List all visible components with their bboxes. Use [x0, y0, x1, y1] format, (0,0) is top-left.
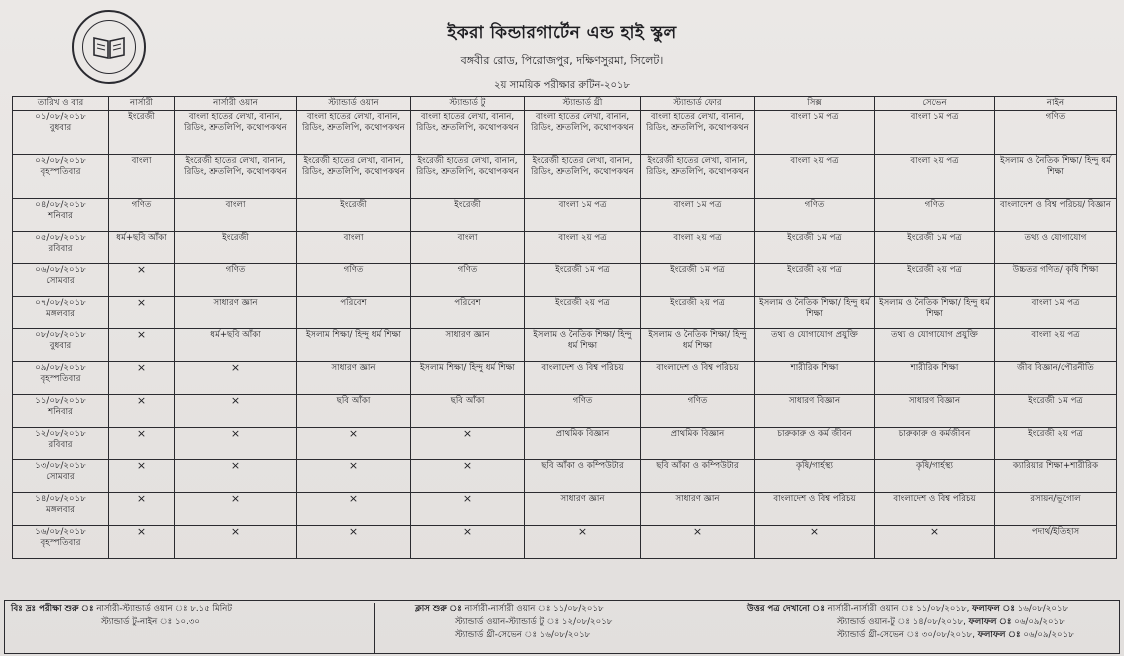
date-cell — [13, 232, 109, 264]
subject-cell: চারুকারু ও কর্ম জীবন — [755, 428, 875, 460]
footer-notes — [4, 600, 1120, 654]
subject-cell: বাংলা — [297, 232, 411, 264]
subject-cell: উচ্চতর গণিত/ কৃষি শিক্ষা — [995, 264, 1117, 297]
subject-cell: ইংরেজী ২য় পত্র — [755, 264, 875, 297]
exam-start-line-2: স্ট্যান্ডার্ড টু-নাইন ঃ ১০.৩০ — [101, 617, 201, 627]
subject-cell: কৃষি/গার্হস্থ্য — [875, 460, 995, 493]
subject-cell: বাংলা ১ম পত্র — [641, 199, 755, 232]
table-row — [13, 297, 1117, 329]
exam-start-times — [11, 603, 375, 653]
date-cell — [13, 526, 109, 559]
subject-cell: জীব বিজ্ঞান/পৌরনীতি — [995, 362, 1117, 395]
column-header: নাইন — [995, 97, 1117, 111]
subject-cell: ইংরেজী — [175, 232, 297, 264]
exam-date: ১২/০৮/২০১৮ — [35, 429, 86, 439]
exam-day: বৃহস্পতিবার — [40, 166, 81, 177]
subject-cell: ইসলাম ও নৈতিক শিক্ষা/ হিন্দু ধর্ম শিক্ষা — [875, 297, 995, 329]
answer-label: উত্তর পত্র দেখানো ঃ — [747, 604, 825, 614]
subject-cell: ইংরেজী — [109, 111, 175, 155]
exam-day: বৃহস্পতিবার — [40, 537, 81, 548]
subject-cell: তথ্য ও যোগাযোগ প্রযুক্তি — [875, 329, 995, 362]
column-header: স্ট্যান্ডার্ড ফোর — [641, 97, 755, 111]
routine-title: ২য় সাময়িক পরীক্ষার রুটিন-২০১৮ — [494, 80, 630, 91]
subject-cell: বাংলা — [109, 155, 175, 199]
exam-date: ১৩/০৮/২০১৮ — [35, 461, 86, 471]
subject-cell: গণিত — [875, 199, 995, 232]
exam-day: সোমবার — [46, 275, 75, 286]
subject-cell: সাধারণ জ্ঞান — [297, 362, 411, 395]
no-exam-cell: × — [109, 460, 175, 493]
subject-cell: ইসলাম ও নৈতিক শিক্ষা/ হিন্দু ধর্ম শিক্ষা — [641, 329, 755, 362]
no-exam-cell: × — [175, 395, 297, 428]
class-start-label: ক্লাস শুরু ঃ — [415, 604, 462, 614]
no-exam-cell: × — [411, 493, 525, 526]
subject-cell: ইংরেজী ১ম পত্র — [755, 232, 875, 264]
exam-day: রবিবার — [48, 243, 73, 254]
column-header: নার্সারী — [109, 97, 175, 111]
table-row — [13, 526, 1117, 559]
result-label-1: ফলাফল ঃ — [972, 604, 1015, 614]
subject-cell: গণিত — [641, 395, 755, 428]
subject-cell: ছবি আঁকা — [411, 395, 525, 428]
no-exam-cell: × — [175, 526, 297, 559]
table-row — [13, 493, 1117, 526]
exam-date: ০৭/০৮/২০১৮ — [35, 298, 86, 308]
subject-cell: বাংলা — [411, 232, 525, 264]
subject-cell: প্রাথমিক বিজ্ঞান — [641, 428, 755, 460]
subject-cell: বাংলা ২য় পত্র — [755, 155, 875, 199]
exam-date: ০৯/০৮/২০১৮ — [35, 363, 86, 373]
no-exam-cell: × — [875, 526, 995, 559]
date-cell — [13, 264, 109, 297]
subject-cell: বাংলা হাতের লেখা, বানান, রিডিং, শ্রুতলিপি, কথোপকথন — [175, 111, 297, 155]
subject-cell: ধর্ম+ছবি আঁকা — [175, 329, 297, 362]
answer-line-3: স্ট্যান্ডার্ড থ্রী-সেভেন ঃ ৩০/০৮/২০১৮, — [837, 630, 975, 640]
subject-cell: তথ্য ও যোগাযোগ প্রযুক্তি — [755, 329, 875, 362]
exam-date: ০১/০৮/২০১৮ — [35, 112, 86, 122]
table-row — [13, 428, 1117, 460]
subject-cell: বাংলা — [175, 199, 297, 232]
subject-cell: বাংলা ১ম পত্র — [995, 297, 1117, 329]
date-cell — [13, 199, 109, 232]
subject-cell: ক্যারিয়ার শিক্ষা+শারীরিক — [995, 460, 1117, 493]
subject-cell: ইংরেজী ২য় পত্র — [525, 297, 641, 329]
date-cell — [13, 395, 109, 428]
subject-cell: ইংরেজী ১ম পত্র — [641, 264, 755, 297]
no-exam-cell: × — [109, 362, 175, 395]
subject-cell: বাংলা ২য় পত্র — [525, 232, 641, 264]
subject-cell: রসায়ন/ভূগোল — [995, 493, 1117, 526]
no-exam-cell: × — [109, 428, 175, 460]
exam-date: ১১/০৮/২০১৮ — [35, 396, 86, 406]
subject-cell: শারীরিক শিক্ষা — [755, 362, 875, 395]
class-start-line-3: স্ট্যান্ডার্ড থ্রী-সেভেন ঃ ১৬/০৮/২০১৮ — [455, 630, 591, 640]
subject-cell: বাংলাদেশ ও বিশ্ব পরিচয় — [641, 362, 755, 395]
table-row — [13, 460, 1117, 493]
subject-cell: ইংরেজী ২য় পত্র — [641, 297, 755, 329]
table-row — [13, 264, 1117, 297]
column-header: স্ট্যান্ডার্ড ওয়ান — [297, 97, 411, 111]
exam-day: মঙ্গলবার — [46, 308, 75, 319]
exam-day: মঙ্গলবার — [46, 504, 75, 515]
subject-cell: ইসলাম ও নৈতিক শিক্ষা/ হিন্দু ধর্ম শিক্ষা — [755, 297, 875, 329]
exam-start-label: বিঃ দ্রঃ পরীক্ষা শুরু ঃ — [11, 604, 94, 614]
subject-cell: শারীরিক শিক্ষা — [875, 362, 995, 395]
exam-date: ১৬/০৮/২০১৮ — [35, 527, 86, 537]
no-exam-cell: × — [641, 526, 755, 559]
no-exam-cell: × — [109, 297, 175, 329]
subject-cell: কৃষি/গার্হস্থ্য — [755, 460, 875, 493]
column-header: তারিখ ও বার — [13, 97, 109, 111]
exam-day: শনিবার — [48, 210, 73, 221]
no-exam-cell: × — [297, 460, 411, 493]
no-exam-cell: × — [109, 395, 175, 428]
exam-date: ০২/০৮/২০১৮ — [35, 156, 86, 166]
subject-cell: ইংরেজী হাতের লেখা, বানান, রিডিং, শ্রুতলিপি, কথোপকথন — [525, 155, 641, 199]
table-row — [13, 362, 1117, 395]
exam-day: বৃহস্পতিবার — [40, 373, 81, 384]
exam-date: ১৪/০৮/২০১৮ — [35, 494, 86, 504]
subject-cell: বাংলা হাতের লেখা, বানান, রিডিং, শ্রুতলিপি, কথোপকথন — [641, 111, 755, 155]
class-start-line-1: নার্সারী-নার্সারী ওয়ান ঃ ১১/০৮/২০১৮ — [464, 604, 604, 614]
subject-cell: ইসলাম শিক্ষা/ হিন্দু ধর্ম শিক্ষা — [297, 329, 411, 362]
subject-cell: ইংরেজী ২য় পত্র — [995, 428, 1117, 460]
subject-cell: সাধারণ জ্ঞান — [525, 493, 641, 526]
subject-cell: ইংরেজী হাতের লেখা, বানান, রিডিং, শ্রুতলিপি, কথোপকথন — [297, 155, 411, 199]
column-header: স্ট্যান্ডার্ড টু — [411, 97, 525, 111]
subject-cell: সাধারণ জ্ঞান — [175, 297, 297, 329]
date-cell — [13, 329, 109, 362]
subject-cell: ছবি আঁকা ও কম্পিউটার — [641, 460, 755, 493]
result-date-3: ০৬/০৯/২০১৮ — [1023, 630, 1074, 640]
subject-cell: গণিত — [109, 199, 175, 232]
subject-cell: বাংলা ২য় পত্র — [641, 232, 755, 264]
no-exam-cell: × — [411, 428, 525, 460]
exam-day: রবিবার — [48, 439, 73, 450]
table-header-row — [13, 97, 1117, 111]
subject-cell: বাংলা ১ম পত্র — [875, 111, 995, 155]
subject-cell: বাংলা ১ম পত্র — [755, 111, 875, 155]
subject-cell: সাধারণ বিজ্ঞান — [755, 395, 875, 428]
subject-cell: ইসলাম ও নৈতিক শিক্ষা/ হিন্দু ধর্ম শিক্ষা — [525, 329, 641, 362]
subject-cell: ইংরেজী — [297, 199, 411, 232]
result-label-3: ফলাফল ঃ — [977, 630, 1021, 640]
no-exam-cell: × — [109, 264, 175, 297]
exam-date: ০৫/০৮/২০১৮ — [35, 233, 86, 243]
subject-cell: ছবি আঁকা — [297, 395, 411, 428]
subject-cell: সাধারণ বিজ্ঞান — [875, 395, 995, 428]
no-exam-cell: × — [109, 526, 175, 559]
exam-day: বুধবার — [49, 340, 72, 351]
subject-cell: ইংরেজী ১ম পত্র — [875, 232, 995, 264]
result-date-1: ১৬/০৮/২০১৮ — [1017, 604, 1069, 614]
subject-cell: বাংলা হাতের লেখা, বানান, রিডিং, শ্রুতলিপি, কথোপকথন — [411, 111, 525, 155]
class-start-dates — [415, 603, 735, 642]
subject-cell: পদার্থ/ইতিহাস — [995, 526, 1117, 559]
exam-date: ০৪/০৮/২০১৮ — [35, 200, 86, 210]
subject-cell: ধর্ম+ছবি আঁকা — [109, 232, 175, 264]
subject-cell: বাংলা ২য় পত্র — [995, 329, 1117, 362]
exam-day: শনিবার — [48, 406, 73, 417]
table-row — [13, 395, 1117, 428]
subject-cell: ইংরেজী ২য় পত্র — [875, 264, 995, 297]
subject-cell: গণিত — [755, 199, 875, 232]
subject-cell: বাংলাদেশ ও বিশ্ব পরিচয় — [755, 493, 875, 526]
column-header: সেভেন — [875, 97, 995, 111]
subject-cell: গণিত — [411, 264, 525, 297]
no-exam-cell: × — [525, 526, 641, 559]
exam-date: ০৬/০৮/২০১৮ — [35, 265, 86, 275]
table-row — [13, 111, 1117, 155]
no-exam-cell: × — [297, 493, 411, 526]
subject-cell: সাধারণ জ্ঞান — [411, 329, 525, 362]
no-exam-cell: × — [175, 460, 297, 493]
subject-cell: ইংরেজী ১ম পত্র — [525, 264, 641, 297]
no-exam-cell: × — [411, 526, 525, 559]
subject-cell: বাংলাদেশ ও বিশ্ব পরিচয় — [875, 493, 995, 526]
subject-cell: বাংলা হাতের লেখা, বানান, রিডিং, শ্রুতলিপি, কথোপকথন — [297, 111, 411, 155]
date-cell — [13, 428, 109, 460]
subject-cell: ছবি আঁকা ও কম্পিউটার — [525, 460, 641, 493]
subject-cell: বাংলা ১ম পত্র — [525, 199, 641, 232]
date-cell — [13, 155, 109, 199]
subject-cell: ইংরেজী হাতের লেখা, বানান, রিডিং, শ্রুতলিপি, কথোপকথন — [175, 155, 297, 199]
column-header: সিক্স — [755, 97, 875, 111]
subject-cell: বাংলাদেশ ও বিশ্ব পরিচয়/ বিজ্ঞান — [995, 199, 1117, 232]
no-exam-cell: × — [109, 493, 175, 526]
subject-cell: গণিত — [175, 264, 297, 297]
no-exam-cell: × — [175, 428, 297, 460]
result-label-2: ফলাফল ঃ — [968, 617, 1012, 627]
subject-cell: ইংরেজী হাতের লেখা, বানান, রিডিং, শ্রুতলিপি, কথোপকথন — [411, 155, 525, 199]
subject-cell: প্রাথমিক বিজ্ঞান — [525, 428, 641, 460]
date-cell — [13, 111, 109, 155]
exam-date: ০৮/০৮/২০১৮ — [35, 330, 86, 340]
no-exam-cell: × — [755, 526, 875, 559]
class-start-line-2: স্ট্যান্ডার্ড ওয়ান-স্ট্যান্ডার্ড টু ঃ ১২/০৮/২০১৮ — [455, 617, 613, 627]
no-exam-cell: × — [175, 362, 297, 395]
no-exam-cell: × — [175, 493, 297, 526]
subject-cell: বাংলাদেশ ও বিশ্ব পরিচয় — [525, 362, 641, 395]
no-exam-cell: × — [411, 460, 525, 493]
school-address: বঙ্গবীর রোড, পিরোজপুর, দক্ষিণসুরমা, সিলেট। — [460, 54, 664, 67]
date-cell — [13, 362, 109, 395]
exam-day: সোমবার — [46, 471, 75, 482]
table-row — [13, 329, 1117, 362]
answer-line-1: নার্সারী-নার্সারী ওয়ান ঃ ১১/০৮/২০১৮, — [827, 604, 970, 614]
subject-cell: গণিত — [525, 395, 641, 428]
answer-script-dates — [747, 603, 1119, 642]
table-row — [13, 155, 1117, 199]
subject-cell: তথ্য ও যোগাযোগ — [995, 232, 1117, 264]
subject-cell: গণিত — [995, 111, 1117, 155]
school-name: ইকরা কিন্ডারগার্টেন এন্ড হাই স্কুল — [447, 23, 677, 43]
subject-cell: সাধারণ জ্ঞান — [641, 493, 755, 526]
column-header: স্ট্যান্ডার্ড থ্রী — [525, 97, 641, 111]
subject-cell: বাংলা ২য় পত্র — [875, 155, 995, 199]
routine-table — [12, 96, 1117, 559]
table-row — [13, 232, 1117, 264]
answer-line-2: স্ট্যান্ডার্ড ওয়ান-টু ঃ ১৪/০৮/২০১৮, — [837, 617, 966, 627]
subject-cell: ইংরেজী ১ম পত্র — [995, 395, 1117, 428]
subject-cell: চারুকারু ও কর্মজীবন — [875, 428, 995, 460]
no-exam-cell: × — [297, 526, 411, 559]
subject-cell: পরিবেশ — [411, 297, 525, 329]
subject-cell: ইংরেজী — [411, 199, 525, 232]
date-cell — [13, 493, 109, 526]
subject-cell: গণিত — [297, 264, 411, 297]
date-cell — [13, 297, 109, 329]
column-header: নার্সারী ওয়ান — [175, 97, 297, 111]
result-date-2: ০৬/০৯/২০১৮ — [1014, 617, 1065, 627]
no-exam-cell: × — [297, 428, 411, 460]
subject-cell: পরিবেশ — [297, 297, 411, 329]
subject-cell: ইসলাম শিক্ষা/ হিন্দু ধর্ম শিক্ষা — [411, 362, 525, 395]
date-cell — [13, 460, 109, 493]
subject-cell: ইসলাম ও নৈতিক শিক্ষা/ হিন্দু ধর্ম শিক্ষা — [995, 155, 1117, 199]
subject-cell: ইংরেজী হাতের লেখা, বানান, রিডিং, শ্রুতলিপি, কথোপকথন — [641, 155, 755, 199]
no-exam-cell: × — [109, 329, 175, 362]
exam-start-line-1: নার্সারী-স্ট্যান্ডার্ড ওয়ান ঃ ৮.১৫ মিনিট — [96, 604, 233, 614]
subject-cell: বাংলা হাতের লেখা, বানান, রিডিং, শ্রুতলিপি, কথোপকথন — [525, 111, 641, 155]
table-row — [13, 199, 1117, 232]
exam-day: বুধবার — [49, 122, 72, 133]
